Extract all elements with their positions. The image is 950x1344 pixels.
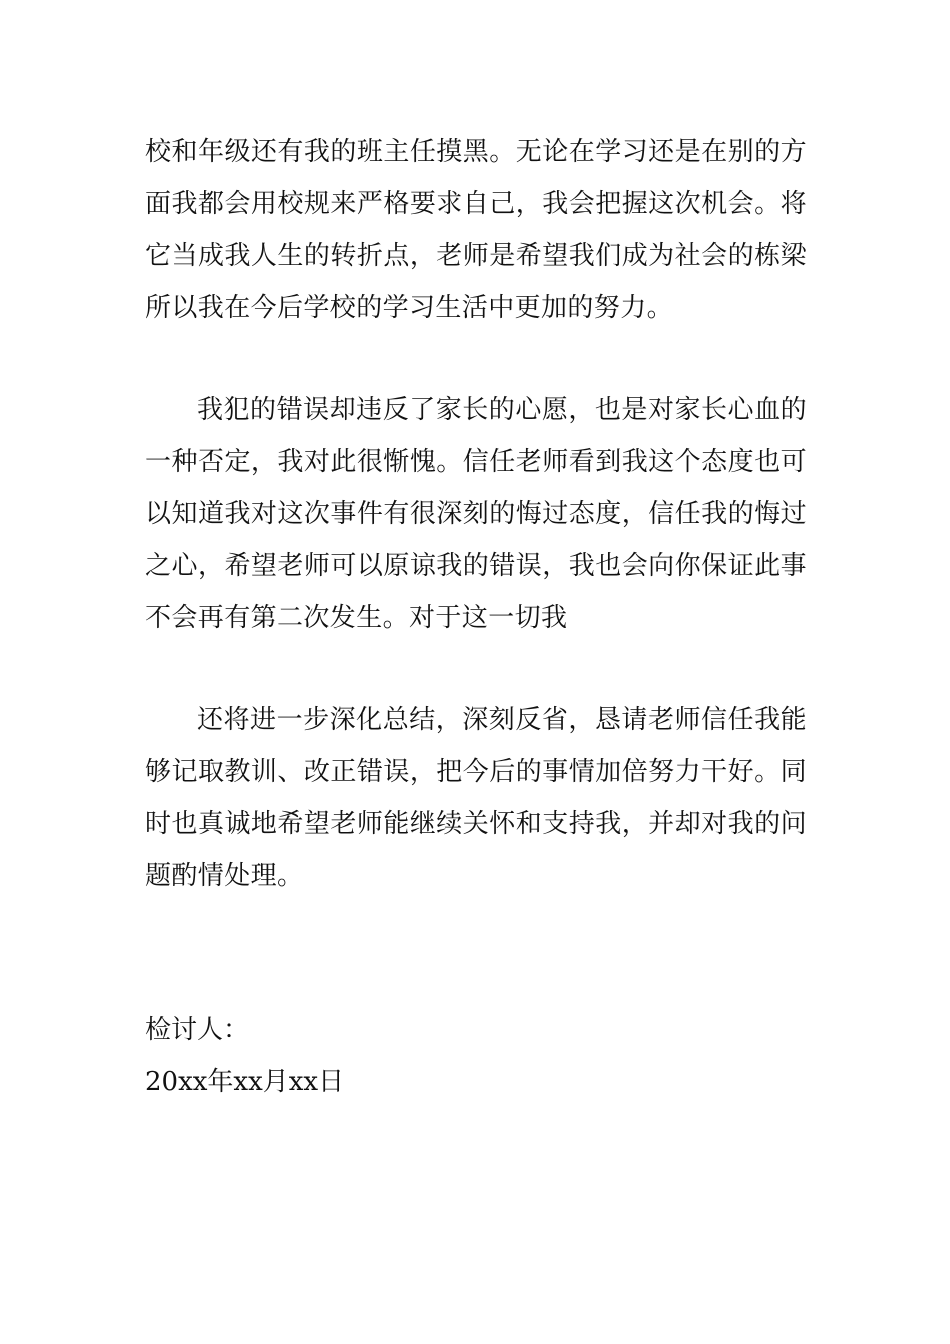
signature-label: 检讨人： xyxy=(145,1015,250,1045)
signature-date: 20xx年xx月xx日 xyxy=(145,1067,345,1097)
paragraph-2: 我犯的错误却违反了家长的心愿，也是对家长心血的一种否定，我对此很惭愧。信任老师看到我这个态度也可以知道我对这次事件有很深刻的悔过态度，信任我的悔过之心，希望老师可以原谅我的错误，我也会向你保证此事不会再有第二次发生。对于这一切我 xyxy=(145,395,807,633)
document-page xyxy=(145,126,807,1108)
signature-spacer xyxy=(145,902,807,1004)
paragraph-1: 校和年级还有我的班主任摸黑。无论在学习还是在别的方面我都会用校规来严格要求自己，我会把握这次机会。将它当成我人生的转折点，老师是希望我们成为社会的栋梁所以我在今后学校的学习生活中更加的努力。 xyxy=(145,137,807,323)
paragraph-spacer xyxy=(145,644,807,694)
paragraph-3: 还将进一步深化总结，深刻反省，恳请老师信任我能够记取教训、改正错误，把今后的事情加倍努力干好。同时也真诚地希望老师能继续关怀和支持我，并却对我的问题酌情处理。 xyxy=(145,705,807,891)
paragraph-spacer xyxy=(145,334,807,384)
